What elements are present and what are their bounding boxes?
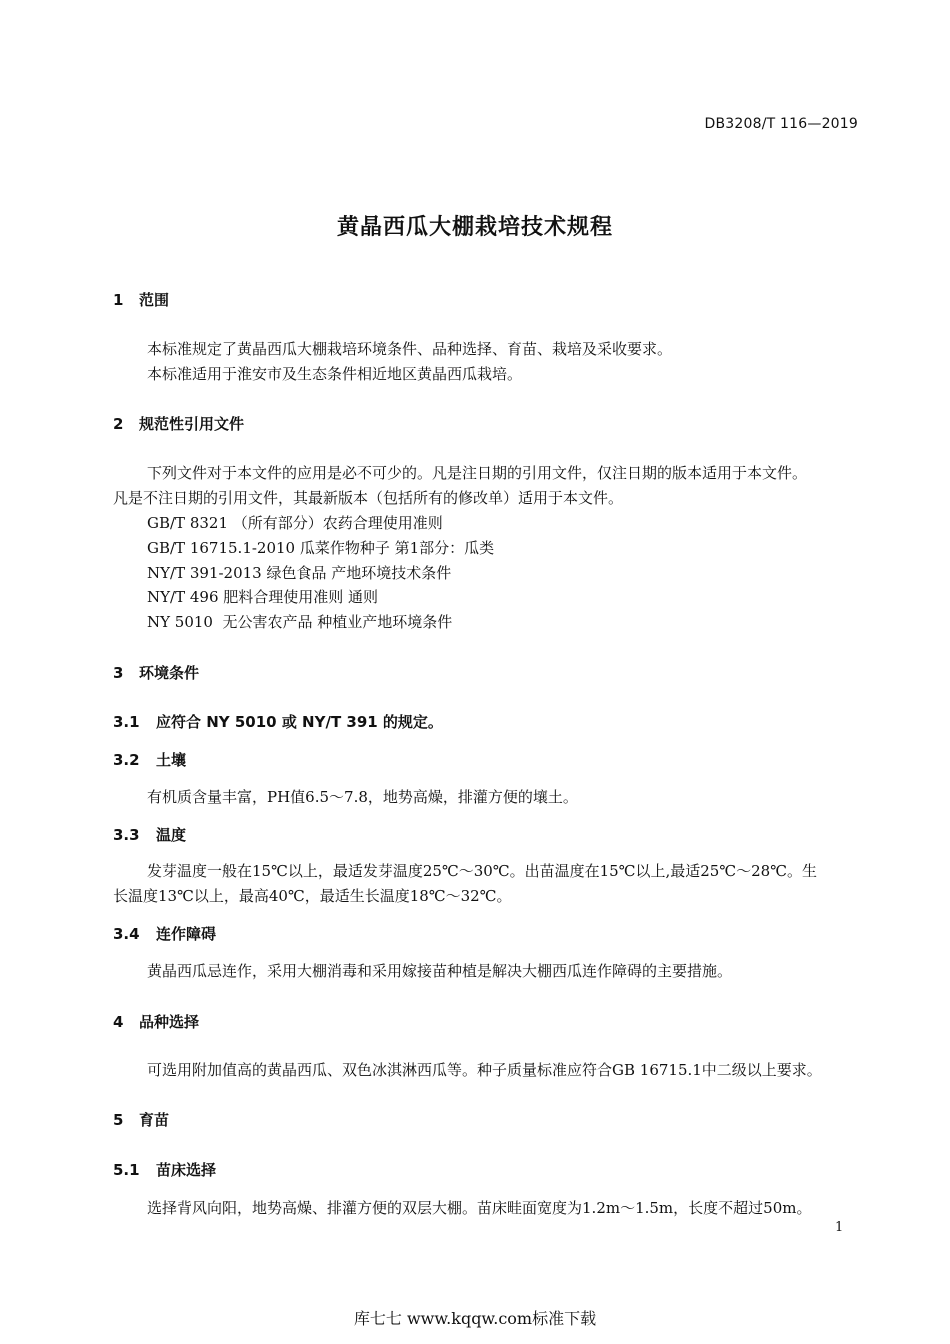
paragraph: 可选用附加值高的黄晶西瓜、双色冰淇淋西瓜等。种子质量标准应符合GB 16715.1中二级以上要求。: [147, 1061, 822, 1079]
subsection-3-1-heading: [113, 711, 443, 732]
paragraph-continuation: 凡是不注日期的引用文件，其最新版本（包括所有的修改单）适用于本文件。: [113, 489, 624, 507]
section-title: 范围: [139, 291, 170, 309]
subsection-title: 土壤: [156, 751, 187, 769]
paragraph-continuation: 长温度13℃以上，最高40℃，最适生长温度18℃～32℃。: [113, 887, 512, 905]
subsection-title: 苗床选择: [156, 1161, 217, 1179]
section-1-heading: [113, 289, 169, 310]
subsection-3-4-heading: [113, 923, 216, 944]
reference-item: GB/T 8321 （所有部分）农药合理使用准则: [147, 514, 443, 532]
section-title: 规范性引用文件: [139, 415, 245, 433]
reference-item: NY 5010 无公害农产品 种植业产地环境条件: [147, 613, 453, 631]
paragraph: 本标准规定了黄晶西瓜大棚栽培环境条件、品种选择、育苗、栽培及采收要求。: [147, 340, 673, 358]
subsection-number: 3.1: [113, 713, 140, 731]
reference-item: NY/T 496 肥料合理使用准则 通则: [147, 588, 379, 606]
footer-watermark: 库七七 www.kqqw.com标准下载: [353, 1309, 597, 1328]
section-number: 2: [113, 415, 124, 433]
section-4-heading: [113, 1011, 199, 1032]
subsection-5-1-heading: [113, 1159, 216, 1180]
section-2-heading: [113, 413, 244, 434]
paragraph: 有机质含量丰富，PH值6.5～7.8，地势高燥，排灌方便的壤土。: [147, 788, 578, 806]
section-number: 3: [113, 664, 124, 682]
subsection-title: 连作障碍: [156, 925, 217, 943]
subsection-number: 3.3: [113, 826, 140, 844]
section-3-heading: [113, 662, 199, 683]
subsection-number: 3.2: [113, 751, 140, 769]
section-5-heading: [113, 1109, 169, 1130]
section-number: 4: [113, 1013, 124, 1031]
paragraph: 下列文件对于本文件的应用是必不可少的。凡是注日期的引用文件，仅注日期的版本适用于本文件。: [147, 464, 808, 482]
subsection-3-2-heading: [113, 749, 186, 770]
subsection-number: 3.4: [113, 925, 140, 943]
subsection-title: 应符合 NY 5010 或 NY/T 391 的规定。: [156, 713, 443, 731]
subsection-title: 温度: [156, 826, 187, 844]
paragraph: 选择背风向阳，地势高燥、排灌方便的双层大棚。苗床畦面宽度为1.2m～1.5m，长度不超过50m。: [147, 1199, 812, 1217]
subsection-3-3-heading: [113, 824, 186, 845]
paragraph: 发芽温度一般在15℃以上，最适发芽温度25℃～30℃。出苗温度在15℃以上,最适25℃～28℃。生: [147, 862, 817, 880]
paragraph: 本标准适用于淮安市及生态条件相近地区黄晶西瓜栽培。: [147, 365, 523, 383]
page-number: 1: [835, 1220, 844, 1235]
subsection-number: 5.1: [113, 1161, 140, 1179]
paragraph: 黄晶西瓜忌连作，采用大棚消毒和采用嫁接苗种植是解决大棚西瓜连作障碍的主要措施。: [147, 962, 733, 980]
document-title: 黄晶西瓜大棚栽培技术规程: [336, 215, 613, 240]
document-code: DB3208/T 116—2019: [704, 116, 858, 132]
section-title: 育苗: [139, 1111, 170, 1129]
section-number: 1: [113, 291, 124, 309]
section-title: 品种选择: [139, 1013, 200, 1031]
reference-item: NY/T 391-2013 绿色食品 产地环境技术条件: [147, 564, 452, 582]
reference-item: GB/T 16715.1-2010 瓜菜作物种子 第1部分：瓜类: [147, 539, 495, 557]
section-title: 环境条件: [139, 664, 200, 682]
section-number: 5: [113, 1111, 124, 1129]
